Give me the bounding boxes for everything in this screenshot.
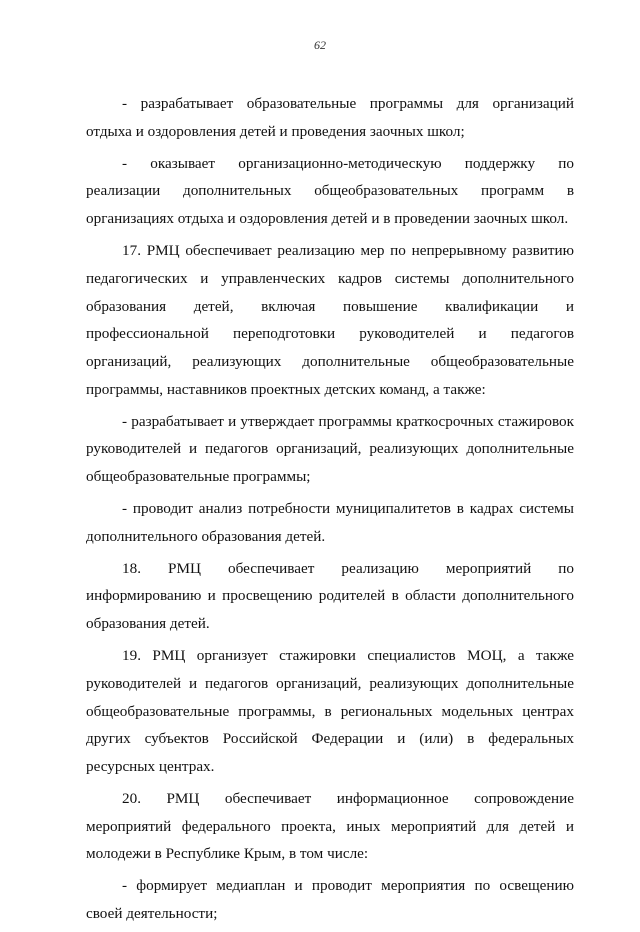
- paragraph: 18. РМЦ обеспечивает реализацию мероприятий по информированию и просвещению родителей в области дополнительного образования детей.: [86, 559, 574, 633]
- paragraph: - разрабатывает образовательные программы для организаций отдыха и оздоровления детей и проведения заочных школ;: [86, 95, 574, 140]
- paragraph: - формирует медиаплан и проводит мероприятия по освещению своей деятельности;: [86, 877, 574, 923]
- paragraph: - разрабатывает и утверждает программы краткосрочных стажировок руководителей и педагогов организаций, реализующих дополнительные общеобразовательные программы;: [86, 412, 574, 486]
- document-body: [86, 90, 574, 932]
- page-number: 62: [314, 38, 326, 52]
- paragraph: - проводит анализ потребности муниципалитетов в кадрах системы дополнительного образования детей.: [86, 500, 574, 545]
- paragraph: 17. РМЦ обеспечивает реализацию мер по непрерывному развитию педагогических и управленческих кадров системы дополнительного образования детей, включая повышение квалификации и профессиональной переподготовки руководителей и педагогов организаций, реализующих дополнительные общеобразовательные программы, наставников проектных детских команд, а также:: [86, 242, 574, 398]
- paragraph: 20. РМЦ обеспечивает информационное сопровождение мероприятий федерального проекта, иных мероприятий для детей и молодежи в Республике Крым, в том числе:: [86, 789, 574, 863]
- paragraph: 19. РМЦ организует стажировки специалистов МОЦ, а также руководителей и педагогов организаций, реализующих дополнительные общеобразовательные программы, в региональных модельных центрах других субъектов Российской Федерации и (или) в федеральных ресурсных центрах.: [86, 647, 574, 775]
- paragraph: - оказывает организационно-методическую поддержку по реализации дополнительных общеобразовательных программ в организациях отдыха и оздоровления детей и в проведении заочных школ.: [86, 154, 574, 228]
